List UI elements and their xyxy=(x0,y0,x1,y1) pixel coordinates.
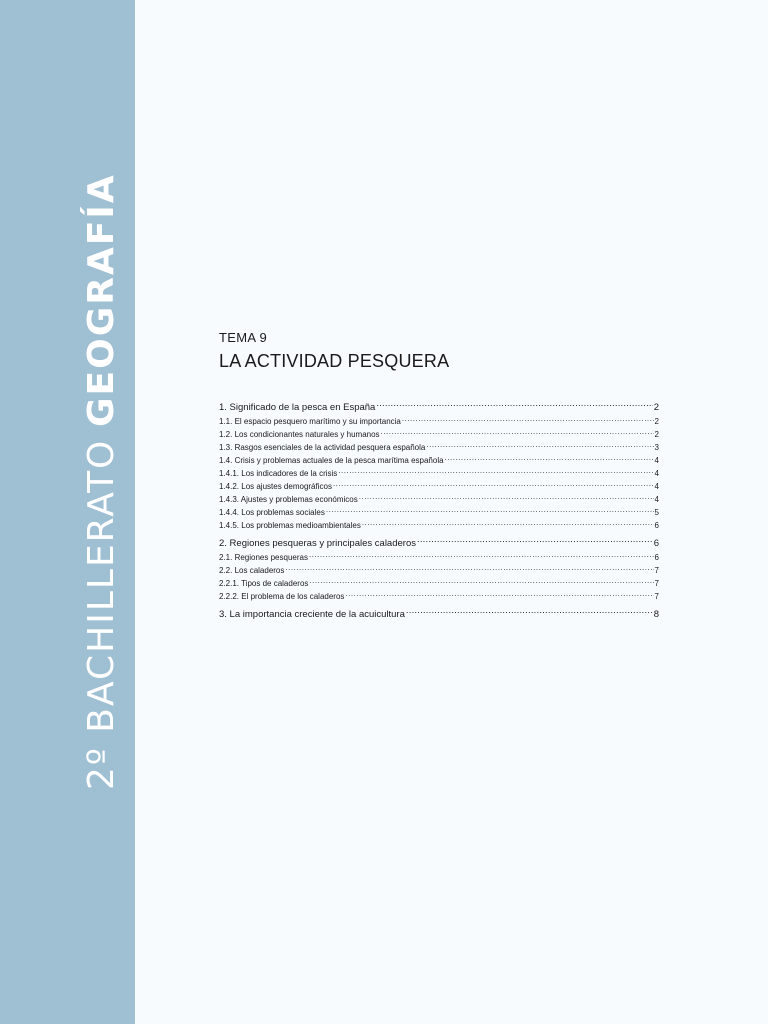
toc-entry-title: 2.2. Los caladeros xyxy=(219,566,285,575)
toc-entry[interactable] xyxy=(219,454,659,467)
toc-entry[interactable] xyxy=(219,467,659,480)
toc-entry-title: 2.2.1. Tipos de caladeros xyxy=(219,579,309,588)
toc-dot-leader xyxy=(417,537,653,547)
toc-entry-title: 1.4.1. Los indicadores de la crisis xyxy=(219,469,338,478)
toc-entry[interactable] xyxy=(219,607,659,622)
toc-entry-title: 1.1. El espacio pesquero marítimo y su importancia xyxy=(219,417,401,426)
toc-dot-leader xyxy=(326,507,654,515)
toc-dot-leader xyxy=(359,494,654,502)
toc-page-number: 4 xyxy=(654,482,659,491)
toc-dot-leader xyxy=(285,565,653,573)
toc-entry[interactable] xyxy=(219,506,659,519)
toc-dot-leader xyxy=(362,520,654,528)
toc-dot-leader xyxy=(333,481,654,489)
toc-entry-title: 1.2. Los condicionantes naturales y humanos xyxy=(219,430,380,439)
tema-label: TEMA 9 xyxy=(219,330,268,345)
sidebar-title xyxy=(82,173,120,790)
page-title: LA ACTIVIDAD PESQUERA xyxy=(219,351,450,371)
toc-page-number: 3 xyxy=(654,443,659,452)
toc-dot-leader xyxy=(426,442,653,450)
toc-entry[interactable] xyxy=(219,536,659,551)
toc-entry-title: 2.2.2. El problema de los caladeros xyxy=(219,592,345,601)
toc-dot-leader xyxy=(376,401,652,411)
toc-page-number: 2 xyxy=(654,417,659,426)
toc-page-number: 6 xyxy=(653,538,659,549)
toc-page-number: 7 xyxy=(654,579,659,588)
sidebar-prefix: 2º BACHILLERATO xyxy=(81,438,122,790)
toc-dot-leader xyxy=(406,608,653,618)
toc-dot-leader xyxy=(381,429,654,437)
toc-page-number: 7 xyxy=(654,592,659,601)
toc-page-number: 6 xyxy=(654,521,659,530)
toc-page-number: 7 xyxy=(654,566,659,575)
toc-dot-leader xyxy=(338,468,653,476)
toc-entry-title: 1.3. Rasgos esenciales de la actividad pesquera española xyxy=(219,443,426,452)
toc-entry-title: 1. Significado de la pesca en España xyxy=(219,402,376,413)
toc-page-number: 6 xyxy=(654,553,659,562)
table-of-contents xyxy=(219,400,659,622)
toc-entry-title: 1.4.5. Los problemas medioambientales xyxy=(219,521,361,530)
toc-entry[interactable] xyxy=(219,590,659,603)
toc-entry[interactable] xyxy=(219,551,659,564)
toc-entry-title: 1.4.3. Ajustes y problemas económicos xyxy=(219,495,358,504)
toc-entry[interactable] xyxy=(219,493,659,506)
toc-entry-title: 1.4.4. Los problemas sociales xyxy=(219,508,325,517)
toc-entry-title: 3. La importancia creciente de la acuicultura xyxy=(219,609,405,620)
toc-page-number: 4 xyxy=(654,469,659,478)
sidebar-subject: GEOGRAFÍA xyxy=(81,173,122,428)
toc-entry-title: 1.4. Crisis y problemas actuales de la pesca marítima española xyxy=(219,456,444,465)
toc-entry[interactable] xyxy=(219,480,659,493)
toc-page-number: 4 xyxy=(654,495,659,504)
toc-entry[interactable] xyxy=(219,428,659,441)
toc-entry-title: 1.4.2. Los ajustes demográficos xyxy=(219,482,332,491)
toc-dot-leader xyxy=(445,455,654,463)
sidebar-band xyxy=(0,0,135,1024)
toc-entry[interactable] xyxy=(219,441,659,454)
toc-entry[interactable] xyxy=(219,415,659,428)
toc-dot-leader xyxy=(309,552,654,560)
main-content xyxy=(219,330,659,622)
toc-page-number: 2 xyxy=(653,402,659,413)
toc-page-number: 2 xyxy=(654,430,659,439)
toc-dot-leader xyxy=(402,416,654,424)
toc-entry-title: 2.1. Regiones pesqueras xyxy=(219,553,308,562)
toc-entry[interactable] xyxy=(219,564,659,577)
toc-entry[interactable] xyxy=(219,519,659,532)
toc-page-number: 5 xyxy=(654,508,659,517)
toc-entry[interactable] xyxy=(219,400,659,415)
toc-dot-leader xyxy=(345,591,653,599)
toc-page-number: 8 xyxy=(653,609,659,620)
toc-dot-leader xyxy=(309,578,653,586)
toc-page-number: 4 xyxy=(654,456,659,465)
toc-entry-title: 2. Regiones pesqueras y principales caladeros xyxy=(219,538,416,549)
toc-entry[interactable] xyxy=(219,577,659,590)
